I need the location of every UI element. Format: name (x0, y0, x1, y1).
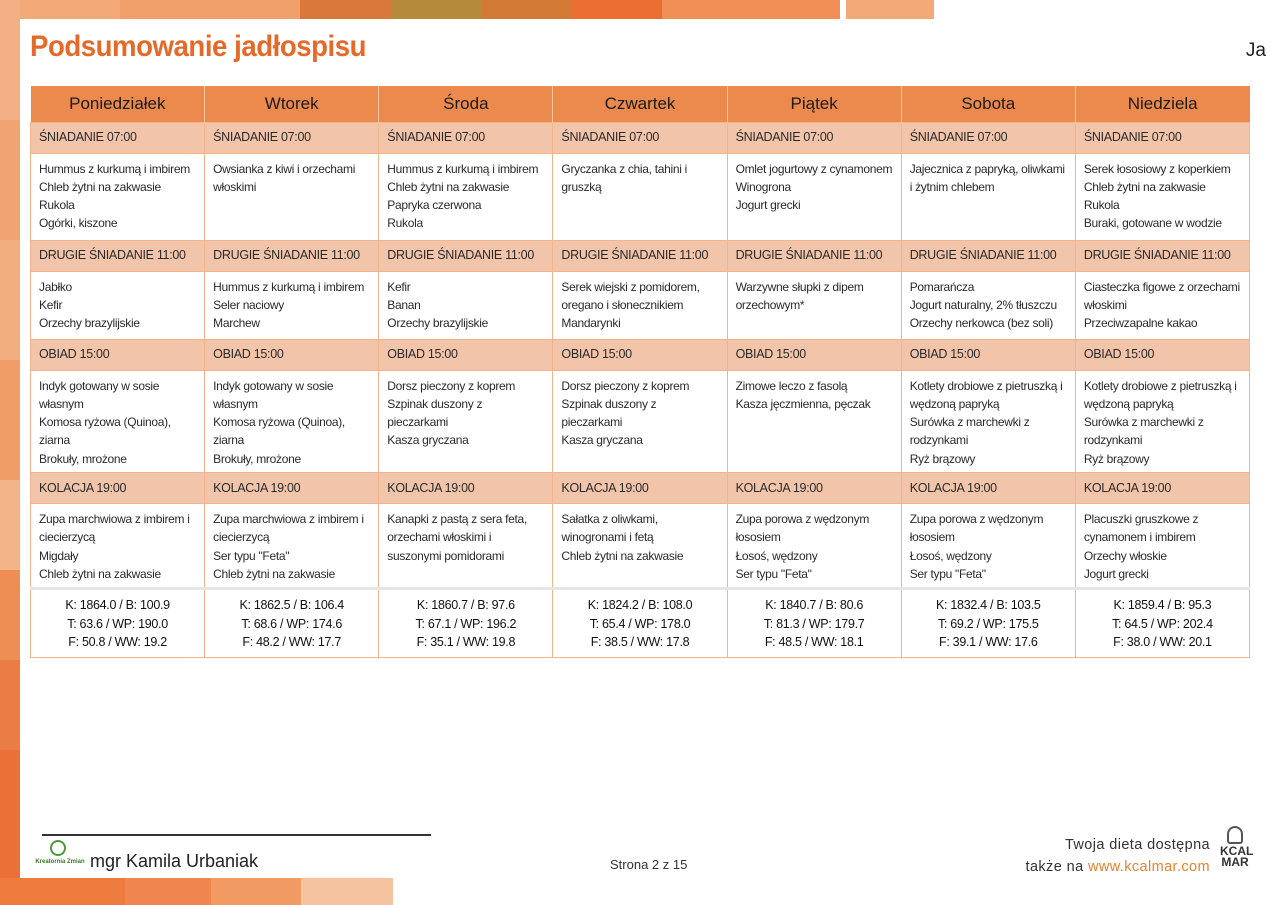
meal-item: Sałatka z oliwkami, winogronami i fetą (561, 511, 658, 545)
nutrition-value: K: 1824.2 / B: 108.0 (587, 598, 693, 613)
meal-item: Rukola (39, 198, 75, 213)
nutrition-value: K: 1860.7 / B: 97.6 (416, 598, 515, 613)
meal-item: Hummus z kurkumą i imbirem (213, 279, 365, 294)
meal-item: Kefir (39, 297, 63, 312)
nutrition-value: T: 63.6 / WP: 190.0 (67, 616, 168, 631)
meal-label: OBIAD 15:00 (901, 339, 1075, 370)
meal-label: KOLACJA 19:00 (727, 472, 901, 503)
meal-item: Chleb żytni na zakwasie (1083, 179, 1206, 194)
meal-item: Zupa porowa z wędzonym łososiem (735, 511, 870, 545)
nutrition-value: T: 68.6 / WP: 174.6 (241, 616, 343, 631)
brand-text: KCAL MAR (1220, 844, 1254, 869)
meal-item: Chleb żytni na zakwasie (213, 566, 335, 581)
meal-items-row (31, 153, 1250, 240)
meal-items-cell (727, 503, 901, 588)
nutrition-value: F: 50.8 / WW: 19.2 (68, 634, 167, 649)
meal-item: Serek łososiowy z koperkiem (1083, 161, 1231, 176)
meal-item: Jajecznica z papryką, oliwkami i żytnim chlebem (909, 161, 1065, 194)
meal-item: Przeciwzapalne kakao (1083, 316, 1198, 331)
meal-item: Chleb żytni na zakwasie (561, 548, 684, 563)
nutrition-value: T: 69.2 / WP: 175.5 (937, 616, 1039, 631)
meal-items-cell (901, 153, 1075, 240)
meal-items-cell (1075, 503, 1249, 588)
meal-item: Mandarynki (561, 316, 621, 331)
meal-item: Kotlety drobiowe z pietruszką i wędzoną papryką (909, 378, 1063, 411)
meal-items-cell (1075, 370, 1249, 472)
nutrition-value: T: 81.3 / WP: 179.7 (763, 616, 865, 631)
meal-items-cell (205, 503, 379, 588)
meal-plan-table (30, 86, 1250, 658)
meal-label: ŚNIADANIE 07:00 (205, 122, 379, 153)
meal-label: ŚNIADANIE 07:00 (553, 122, 727, 153)
page-number: Strona 2 z 15 (610, 857, 688, 872)
meal-label: OBIAD 15:00 (553, 339, 727, 370)
meal-items-cell (379, 153, 553, 240)
meal-items-cell (901, 503, 1075, 588)
meal-item: Zupa porowa z wędzonym łososiem (909, 511, 1044, 545)
meal-item: Serek wiejski z pomidorem, oregano i słonecznikiem (561, 279, 700, 312)
meal-item: Chleb żytni na zakwasie (39, 179, 161, 194)
day-header: Piątek (727, 86, 901, 122)
nutrition-value: F: 48.2 / WW: 17.7 (242, 634, 341, 649)
meal-label-row (31, 472, 1250, 503)
meal-items-cell (553, 153, 727, 240)
nutrition-value: T: 64.5 / WP: 202.4 (1112, 616, 1213, 631)
top-right-label: Ja (1245, 40, 1266, 61)
meal-items-cell (553, 503, 727, 588)
meal-item: Hummus z kurkumą i imbirem (39, 161, 190, 176)
meal-item: Buraki, gotowane w wodzie (1083, 216, 1222, 231)
meal-label: OBIAD 15:00 (31, 339, 205, 370)
meal-item: Orzechy brazylijskie (387, 316, 488, 331)
meal-label: DRUGIE ŚNIADANIE 11:00 (379, 240, 553, 271)
meal-item: Kefir (387, 279, 411, 294)
meal-item: Brokuły, mrożone (39, 451, 127, 466)
promo-line-1: Twoja dieta dostępna (1064, 837, 1210, 853)
days-header-row (31, 86, 1250, 122)
meal-item: Ciasteczka figowe z orzechami włoskimi (1083, 279, 1240, 312)
meal-item: Jogurt grecki (1083, 566, 1149, 581)
meal-items-row (31, 271, 1250, 339)
meal-items-cell (1075, 271, 1249, 339)
meal-items-cell (31, 503, 205, 588)
meal-item: Surówka z marchewki z rodzynkami (1083, 415, 1204, 448)
meal-item: Chleb żytni na zakwasie (387, 179, 510, 194)
author-name: mgr Kamila Urbaniak (90, 851, 259, 871)
meal-item: Winogrona (735, 179, 791, 194)
meal-item: Ogórki, kiszone (39, 216, 118, 231)
meal-items-cell (379, 503, 553, 588)
meal-item: Kasza jęczmienna, pęczak (735, 396, 871, 411)
meal-item: Komosa ryżowa (Quinoa), ziarna (39, 415, 171, 448)
nutrition-value: T: 67.1 / WP: 196.2 (415, 616, 517, 631)
meal-item: Rukola (387, 216, 423, 231)
meal-item: Dorsz pieczony z koprem (387, 378, 516, 393)
nutrition-totals-cell (379, 589, 553, 658)
meal-item: Zimowe leczo z fasolą (735, 378, 848, 393)
meal-item: Kasza gryczana (387, 433, 469, 448)
meal-label: KOLACJA 19:00 (901, 472, 1075, 503)
meal-item: Łosoś, wędzony (909, 548, 992, 563)
nutrition-value: K: 1862.5 / B: 106.4 (239, 598, 344, 613)
meal-item: Orzechy włoskie (1083, 548, 1167, 563)
kcalmar-logo-icon (1227, 826, 1243, 844)
meal-item: Chleb żytni na zakwasie (39, 566, 161, 581)
meal-item: Orzechy nerkowca (bez soli) (909, 316, 1053, 331)
nutrition-totals-cell (205, 589, 379, 658)
meal-item: Szpinak duszony z pieczarkami (387, 396, 483, 430)
meal-label: KOLACJA 19:00 (379, 472, 553, 503)
day-header: Poniedziałek (31, 86, 205, 122)
meal-items-cell (901, 370, 1075, 472)
meal-item: Seler naciowy (213, 297, 284, 312)
promo-line-2 (1026, 856, 1210, 878)
meal-label-row (31, 240, 1250, 271)
day-header: Czwartek (553, 86, 727, 122)
meal-item: Jogurt naturalny, 2% tłuszczu (909, 297, 1057, 312)
meal-items-cell (727, 271, 901, 339)
meal-items-row (31, 503, 1250, 588)
meal-label: ŚNIADANIE 07:00 (901, 122, 1075, 153)
meal-item: Kanapki z pastą z sera feta, orzechami włoskimi i suszonymi pomidorami (387, 511, 527, 563)
meal-item: Papryka czerwona (387, 198, 482, 213)
meal-items-cell (379, 271, 553, 339)
meal-label-row (31, 122, 1250, 153)
meal-items-cell (1075, 153, 1249, 240)
nutrition-value: K: 1859.4 / B: 95.3 (1113, 598, 1212, 613)
meal-items-cell (205, 153, 379, 240)
meal-items-cell (31, 153, 205, 240)
signature-line (42, 834, 431, 836)
meal-label: ŚNIADANIE 07:00 (1075, 122, 1249, 153)
meal-label: OBIAD 15:00 (1075, 339, 1249, 370)
nutrition-totals-cell (727, 589, 901, 658)
meal-items-cell (205, 271, 379, 339)
nutrition-totals-cell (31, 589, 205, 658)
meal-item: Surówka z marchewki z rodzynkami (909, 415, 1030, 448)
meal-item: Banan (387, 297, 421, 312)
nutrition-totals-cell (553, 589, 727, 658)
meal-item: Dorsz pieczony z koprem (561, 378, 690, 393)
meal-items-cell (31, 370, 205, 472)
page-title: Podsumowanie jadłospisu (30, 30, 367, 63)
kcalmar-link[interactable]: www.kcalmar.com (1087, 859, 1210, 875)
meal-label: OBIAD 15:00 (379, 339, 553, 370)
meal-items-cell (553, 370, 727, 472)
meal-item: Ser typu "Feta" (909, 566, 986, 581)
kreatornia-logo (33, 838, 83, 874)
meal-item: Zupa marchwiowa z imbirem i ciecierzycą (39, 511, 190, 545)
promo-text (1026, 834, 1210, 878)
meal-items-cell (727, 370, 901, 472)
meal-items-cell (901, 271, 1075, 339)
meal-label: ŚNIADANIE 07:00 (379, 122, 553, 153)
meal-items-cell (31, 271, 205, 339)
meal-label: DRUGIE ŚNIADANIE 11:00 (31, 240, 205, 271)
meal-items-cell (727, 153, 901, 240)
nutrition-totals-row (31, 589, 1250, 658)
meal-item: Zupa marchwiowa z imbirem i ciecierzycą (213, 511, 364, 545)
meal-item: Omlet jogurtowy z cynamonem (735, 161, 893, 176)
meal-label: DRUGIE ŚNIADANIE 11:00 (727, 240, 901, 271)
meal-items-cell (205, 370, 379, 472)
meal-item: Jogurt grecki (735, 198, 801, 213)
meal-item: Ryż brązowy (909, 451, 976, 466)
meal-label: OBIAD 15:00 (727, 339, 901, 370)
meal-item: Gryczanka z chia, tahini i gruszką (561, 161, 688, 194)
nutrition-value: F: 48.5 / WW: 18.1 (764, 634, 864, 649)
meal-item: Szpinak duszony z pieczarkami (561, 396, 657, 430)
meal-label: DRUGIE ŚNIADANIE 11:00 (901, 240, 1075, 271)
meal-item: Orzechy brazylijskie (39, 316, 140, 331)
logo-text: Kreatornia Zmian (35, 859, 85, 865)
meal-items-cell (553, 271, 727, 339)
day-header: Niedziela (1075, 86, 1249, 122)
day-header: Sobota (901, 86, 1075, 122)
meal-label: KOLACJA 19:00 (1075, 472, 1249, 503)
meal-label-row (31, 339, 1250, 370)
meal-label: KOLACJA 19:00 (553, 472, 727, 503)
meal-label: OBIAD 15:00 (205, 339, 379, 370)
meal-label: DRUGIE ŚNIADANIE 11:00 (205, 240, 379, 271)
meal-item: Kasza gryczana (561, 433, 643, 448)
meal-item: Ser typu "Feta" (213, 548, 290, 563)
meal-item: Owsianka z kiwi i orzechami włoskimi (213, 161, 356, 194)
meal-item: Komosa ryżowa (Quinoa), ziarna (213, 415, 345, 448)
meal-item: Hummus z kurkumą i imbirem (387, 161, 539, 176)
leaf-icon (50, 840, 66, 856)
meal-items-row (31, 370, 1250, 472)
meal-item: Łosoś, wędzony (735, 548, 818, 563)
meal-label: KOLACJA 19:00 (205, 472, 379, 503)
meal-item: Placuszki gruszkowe z cynamonem i imbirem (1083, 511, 1199, 545)
meal-label: ŚNIADANIE 07:00 (31, 122, 205, 153)
nutrition-value: T: 65.4 / WP: 178.0 (589, 616, 691, 631)
day-header: Wtorek (205, 86, 379, 122)
meal-label: DRUGIE ŚNIADANIE 11:00 (1075, 240, 1249, 271)
nutrition-totals-cell (901, 589, 1075, 658)
meal-label: KOLACJA 19:00 (31, 472, 205, 503)
meal-label: DRUGIE ŚNIADANIE 11:00 (553, 240, 727, 271)
nutrition-value: F: 38.0 / WW: 20.1 (1113, 634, 1212, 649)
meal-item: Indyk gotowany w sosie własnym (39, 378, 160, 411)
meal-item: Indyk gotowany w sosie własnym (213, 378, 334, 411)
meal-item: Jabłko (39, 279, 72, 294)
nutrition-value: K: 1864.0 / B: 100.9 (65, 598, 170, 613)
meal-item: Rukola (1083, 198, 1120, 213)
bottom-decorative-stripes (0, 878, 400, 905)
nutrition-value: K: 1832.4 / B: 103.5 (936, 598, 1041, 613)
nutrition-totals-cell (1075, 589, 1249, 658)
meal-item: Ryż brązowy (1083, 451, 1150, 466)
nutrition-value: F: 39.1 / WW: 17.6 (938, 634, 1038, 649)
meal-item: Ser typu "Feta" (735, 566, 812, 581)
promo-prefix: także na (1025, 859, 1088, 875)
left-decorative-stripes (0, 0, 20, 878)
top-decorative-stripes (0, 0, 1280, 19)
meal-items-cell (379, 370, 553, 472)
meal-item: Marchew (213, 316, 260, 331)
meal-item: Migdały (39, 548, 79, 563)
nutrition-value: F: 35.1 / WW: 19.8 (416, 634, 516, 649)
nutrition-value: F: 38.5 / WW: 17.8 (590, 634, 690, 649)
meal-item: Warzywne słupki z dipem orzechowym* (735, 279, 864, 312)
day-header: Środa (379, 86, 553, 122)
nutrition-value: K: 1840.7 / B: 80.6 (765, 598, 864, 613)
meal-item: Brokuły, mrożone (213, 451, 301, 466)
meal-item: Kotlety drobiowe z pietruszką i wędzoną papryką (1083, 378, 1237, 411)
meal-label: ŚNIADANIE 07:00 (727, 122, 901, 153)
kcalmar-brand (1220, 826, 1254, 874)
meal-item: Pomarańcza (909, 279, 975, 294)
